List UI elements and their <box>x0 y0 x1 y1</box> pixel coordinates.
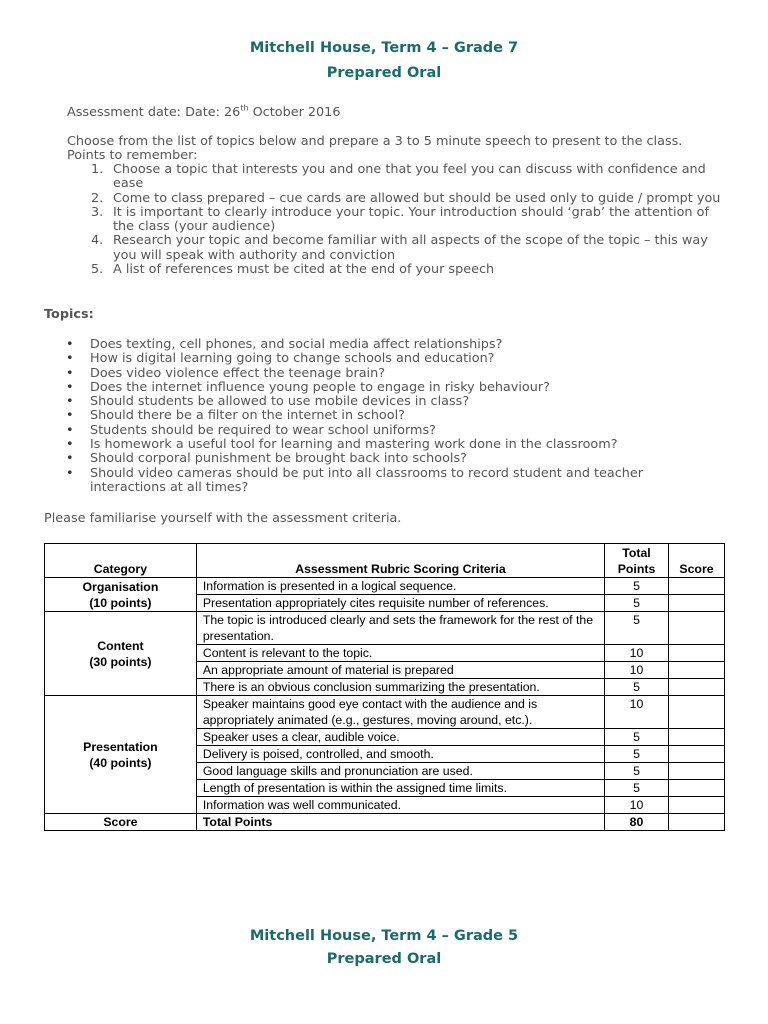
points-cell: 5 <box>605 729 669 746</box>
topic-item: • How is digital learning going to change schools and education? <box>66 352 686 366</box>
criteria-cell: Delivery is poised, controlled, and smooth. <box>196 746 604 763</box>
list-number: 2. <box>91 190 104 206</box>
list-item <box>67 206 727 235</box>
category-organisation <box>45 578 197 612</box>
score-cell[interactable] <box>668 780 724 797</box>
points-cell: 5 <box>605 578 669 595</box>
list-text: Choose a topic that interests you and one that you feel you can discuss with confidence and ease <box>113 162 706 192</box>
footer-title: Mitchell House, Term 4 – Grade 5 <box>249 928 519 944</box>
score-cell[interactable] <box>668 612 724 645</box>
score-cell[interactable] <box>668 746 724 763</box>
list-item <box>67 192 727 206</box>
list-item <box>67 234 727 263</box>
criteria-cell: Presentation appropriately cites requisite number of references. <box>196 595 604 612</box>
category-points: (40 points) <box>89 755 152 770</box>
topic-item: • Should students be allowed to use mobile devices in class? <box>66 395 686 409</box>
score-cell[interactable] <box>668 595 724 612</box>
points-cell: 5 <box>605 780 669 797</box>
table-row <box>45 696 725 729</box>
points-cell: 10 <box>605 645 669 662</box>
list-item <box>67 163 727 192</box>
criteria-cell: Information is presented in a logical sequence. <box>196 578 604 595</box>
category-name: Presentation <box>83 739 158 754</box>
total-points: 80 <box>605 814 669 831</box>
points-cell: 10 <box>605 696 669 729</box>
criteria-cell: Speaker uses a clear, audible voice. <box>196 729 604 746</box>
score-cell[interactable] <box>668 679 724 696</box>
points-cell: 5 <box>605 746 669 763</box>
score-cell[interactable] <box>668 729 724 746</box>
points-cell: 10 <box>605 662 669 679</box>
header-criteria: Assessment Rubric Scoring Criteria <box>196 544 604 578</box>
header-category: Category <box>45 544 197 578</box>
topic-item: • Does video violence effect the teenage brain? <box>66 367 686 381</box>
category-name: Content <box>97 638 144 653</box>
criteria-cell: Content is relevant to the topic. <box>196 645 604 662</box>
assessment-date-rest: October 2016 <box>248 105 341 120</box>
criteria-cell: There is an obvious conclusion summarizing the presentation. <box>196 679 604 696</box>
assessment-date <box>67 103 341 120</box>
table-row <box>45 578 725 595</box>
topic-item: • Should there be a filter on the internet in school? <box>66 409 686 423</box>
criteria-cell: Good language skills and pronunciation are used. <box>196 763 604 780</box>
topic-item: • Students should be required to wear school uniforms? <box>66 424 686 438</box>
points-cell: 5 <box>605 595 669 612</box>
list-text: Research your topic and become familiar with all aspects of the scope of the topic – this way you will speak with authority and conviction <box>113 233 708 263</box>
intro-line: Choose from the list of topics below and prepare a 3 to 5 minute speech to present to the class. <box>67 134 683 149</box>
assessment-date-label: Assessment date: Date: 26 <box>67 105 241 120</box>
header-total: Total Points <box>605 544 669 578</box>
topic-item: • Should corporal punishment be brought back into schools? <box>66 452 686 466</box>
points-heading: Points to remember: <box>67 148 198 163</box>
score-cell[interactable] <box>668 696 724 729</box>
table-row <box>45 612 725 645</box>
topic-item: • Does the internet influence young people to engage in risky behaviour? <box>66 381 686 395</box>
list-number: 1. <box>91 162 104 177</box>
total-score-cell[interactable] <box>668 814 724 831</box>
points-list <box>67 163 727 277</box>
topics-heading: Topics: <box>44 307 94 322</box>
list-item <box>67 263 727 277</box>
points-cell: 5 <box>605 763 669 780</box>
score-cell[interactable] <box>668 763 724 780</box>
topic-item: • Does texting, cell phones, and social media affect relationships? <box>66 338 686 352</box>
points-cell: 5 <box>605 612 669 645</box>
topic-item: • Should video cameras should be put into all classrooms to record student and teacher interactions at all times? <box>66 467 686 496</box>
table-header-row <box>45 544 725 578</box>
list-number: 5. <box>91 262 104 278</box>
category-points: (10 points) <box>89 595 152 610</box>
category-presentation <box>45 696 197 814</box>
page-title: Mitchell House, Term 4 – Grade 7 <box>249 40 519 56</box>
list-text: A list of references must be cited at the end of your speech <box>113 262 495 278</box>
score-cell[interactable] <box>668 662 724 679</box>
topic-item: • Is homework a useful tool for learning and mastering work done in the classroom? <box>66 438 686 452</box>
criteria-cell: Length of presentation is within the assigned time limits. <box>196 780 604 797</box>
criteria-cell: Information was well communicated. <box>196 797 604 814</box>
topics-list <box>66 338 686 495</box>
criteria-cell: Speaker maintains good eye contact with the audience and is appropriately animated (e.g., gestures, moving around, etc.). <box>196 696 604 729</box>
criteria-cell: An appropriate amount of material is prepared <box>196 662 604 679</box>
points-cell: 10 <box>605 797 669 814</box>
list-text: It is important to clearly introduce your topic. Your introduction should ‘grab’ the attention of the class (your audience) <box>113 204 709 235</box>
list-text: Come to class prepared – cue cards are allowed but should be used only to guide / prompt you <box>113 190 721 206</box>
list-number: 4. <box>91 233 104 249</box>
list-number: 3. <box>91 204 104 220</box>
familiarise-note: Please familiarise yourself with the assessment criteria. <box>44 511 402 526</box>
criteria-cell: The topic is introduced clearly and sets the framework for the rest of the presentation. <box>196 612 604 645</box>
page-subtitle: Prepared Oral <box>326 65 442 81</box>
score-cell[interactable] <box>668 645 724 662</box>
total-row <box>45 814 725 831</box>
header-score: Score <box>668 544 724 578</box>
category-points: (30 points) <box>89 654 152 669</box>
category-name: Organisation <box>82 579 159 594</box>
rubric-table <box>44 543 725 831</box>
points-cell: 5 <box>605 679 669 696</box>
category-content <box>45 612 197 696</box>
total-label: Score <box>45 814 197 831</box>
score-cell[interactable] <box>668 578 724 595</box>
score-cell[interactable] <box>668 797 724 814</box>
footer-subtitle: Prepared Oral <box>326 951 442 967</box>
date-suffix: th <box>240 103 249 113</box>
total-criteria: Total Points <box>196 814 604 831</box>
